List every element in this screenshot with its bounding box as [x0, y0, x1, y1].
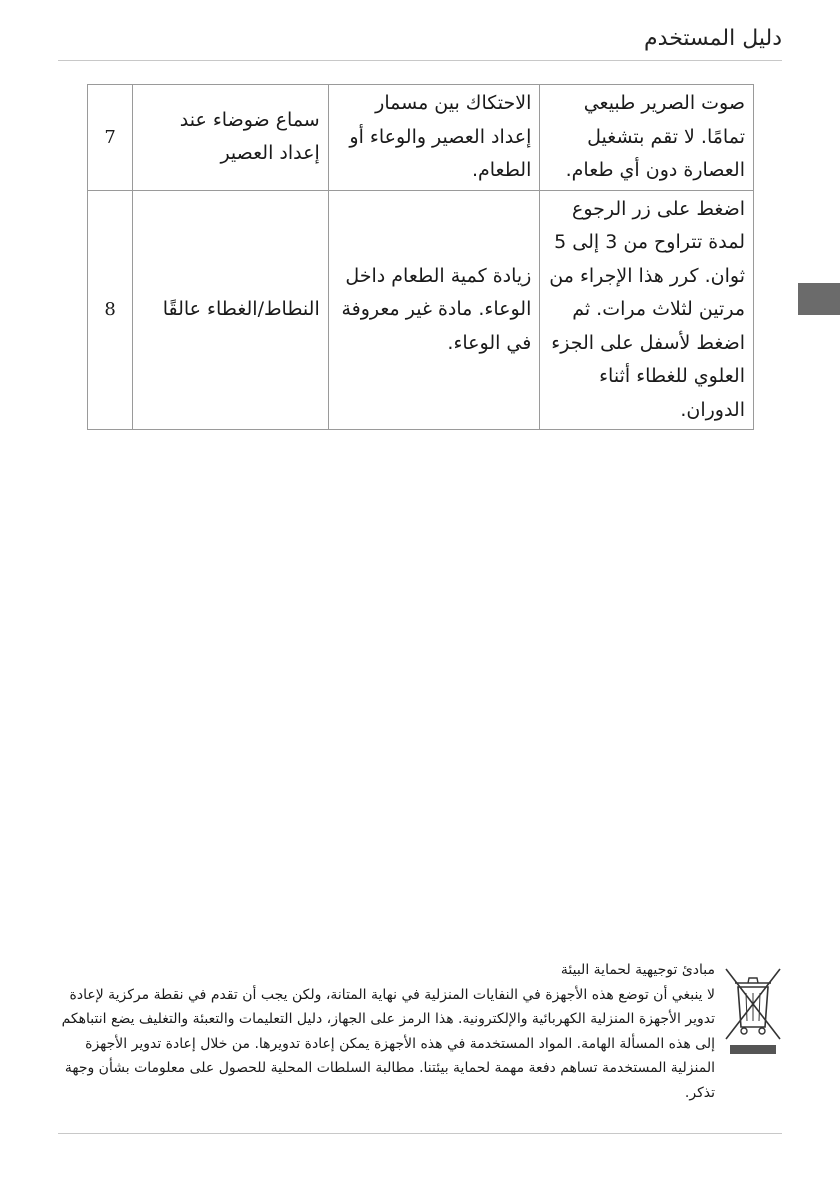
- cause-cell: زيادة كمية الطعام داخل الوعاء. مادة غير معروفة في الوعاء.: [328, 190, 540, 430]
- section-tab-marker: [798, 283, 840, 315]
- row-number-cell: 8: [88, 190, 133, 430]
- remedy-cell: اضغط على زر الرجوع لمدة تتراوح من 3 إلى 5 ثوان. كرر هذا الإجراء من مرتين لثلاث مرات. ثم اضغط لأسفل على الجزء العلوي للغطاء أثناء الدوران.: [540, 190, 754, 430]
- environmental-notice-title: مبادئ توجيهية لحماية البيئة: [560, 962, 715, 978]
- weee-crossed-bin-icon: [724, 965, 782, 1055]
- table-row: [88, 85, 754, 191]
- environmental-notice-body: لا ينبغي أن توضع هذه الأجهزة في النفايات المنزلية في نهاية المتانة، ولكن يجب أن تقدم في نقطة مركزية لإعادة تدوير الأجهزة المنزلية الكهربائية والإلكترونية. هذا الرمز على الجهاز، دليل التعليمات والتعبئة والتغليف يضع انتباهكم إلى هذه المسألة الهامة. المواد المستخدمة في هذه الأجهزة يمكن إعادة تدويرها. من خلال إعادة تدوير الأجهزة المنزلية المستخدمة تساهم دفعة مهمة لحماية بيئتنا. مطالبة السلطات المحلية للحصول على معلومات بشأن وجهة تذكر.: [61, 986, 715, 1101]
- header-divider: [58, 60, 782, 61]
- remedy-cell: صوت الصرير طبيعي تمامًا. لا تقم بتشغيل العصارة دون أي طعام.: [540, 85, 754, 191]
- troubleshooting-table: [87, 84, 754, 430]
- problem-cell: سماع ضوضاء عند إعداد العصير: [133, 85, 329, 191]
- page-header-title: دليل المستخدم: [644, 26, 782, 51]
- environmental-notice: [55, 958, 715, 1105]
- footer-divider: [58, 1133, 782, 1134]
- table-row: [88, 190, 754, 430]
- cause-cell: الاحتكاك بين مسمار إعداد العصير والوعاء أو الطعام.: [328, 85, 540, 191]
- problem-cell: النطاط/الغطاء عالقًا: [133, 190, 329, 430]
- row-number-cell: 7: [88, 85, 133, 191]
